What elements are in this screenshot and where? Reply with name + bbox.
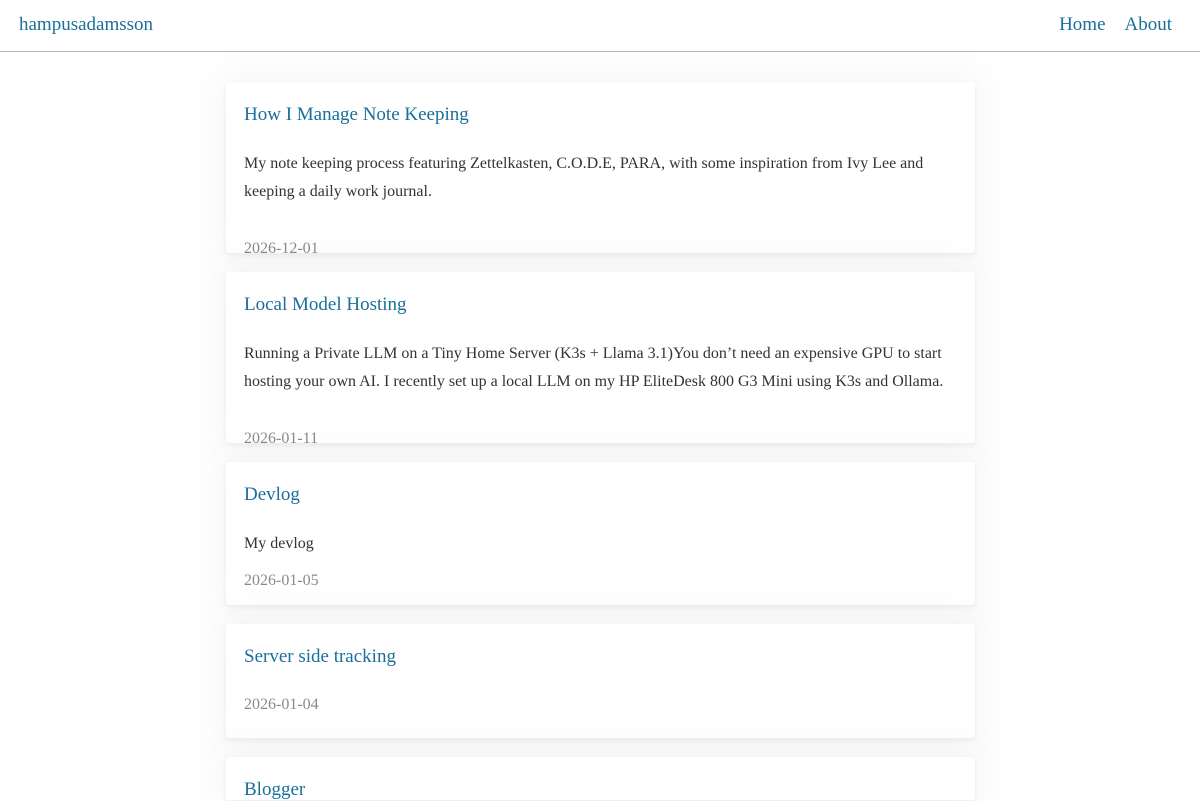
nav-about-link[interactable]: About xyxy=(1124,14,1172,35)
post-date: 2026-01-04 xyxy=(244,696,319,713)
post-card xyxy=(226,462,975,605)
post-title-link[interactable]: Server side tracking xyxy=(244,646,396,667)
nav-home-link[interactable]: Home xyxy=(1059,14,1106,35)
post-title-link[interactable]: Devlog xyxy=(244,484,300,505)
top-navigation-bar xyxy=(0,0,1200,52)
post-date: 2026-01-11 xyxy=(244,430,319,447)
post-card xyxy=(226,82,975,257)
post-title-link[interactable]: How I Manage Note Keeping xyxy=(244,104,469,125)
post-list xyxy=(0,53,1200,800)
nav-menu xyxy=(1059,14,1172,36)
site-brand-link[interactable]: hampusadamsson xyxy=(19,14,154,35)
post-card xyxy=(226,624,975,738)
post-excerpt: My note keeping process featuring Zettelkasten, C.O.D.E, PARA, with some inspiration from Ivy Lee and keeping a daily work journal. xyxy=(244,155,924,200)
post-excerpt: Running a Private LLM on a Tiny Home Server (K3s + Llama 3.1)You don’t need an expensive GPU to start hosting your own AI. I recently set up a local LLM on my HP EliteDesk 800 G3 Mini using K3s and Ollama. xyxy=(244,345,944,390)
post-excerpt: My devlog xyxy=(244,535,314,552)
post-title-link[interactable]: Local Model Hosting xyxy=(244,294,407,315)
post-title-link[interactable]: Blogger xyxy=(244,779,306,800)
post-date: 2026-12-01 xyxy=(244,240,319,257)
post-card xyxy=(226,272,975,447)
post-date: 2026-01-05 xyxy=(244,572,319,589)
post-card xyxy=(226,757,975,800)
